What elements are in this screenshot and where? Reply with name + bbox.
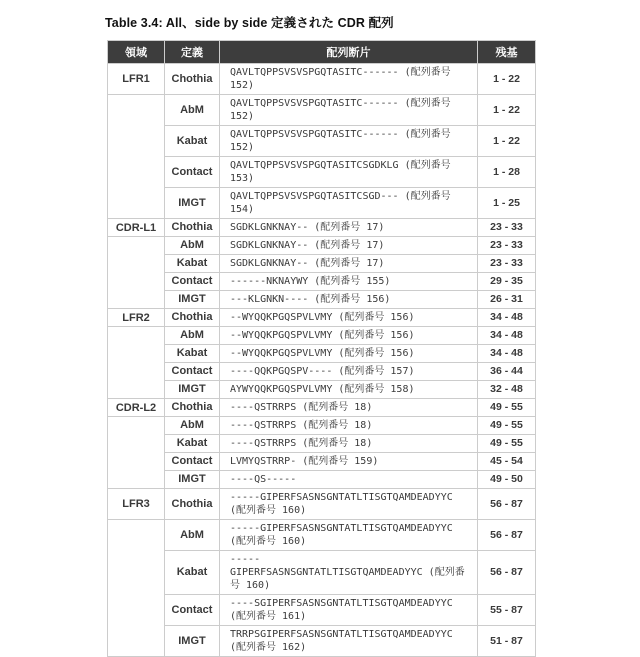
table-row: [108, 188, 536, 219]
table-row: [108, 309, 536, 327]
definition-cell: Chothia: [165, 64, 220, 95]
table-row: [108, 255, 536, 273]
residues-cell: 1 - 22: [478, 64, 536, 95]
table-body: [108, 64, 536, 657]
residues-cell: 1 - 28: [478, 157, 536, 188]
sequence-cell: ----SGIPERFSASNSGNTATLTISGTQAMDEADYYC (配列番号 161): [220, 595, 478, 626]
definition-cell: AbM: [165, 417, 220, 435]
table-row: [108, 435, 536, 453]
table-title: Table 3.4: All、side by side 定義された CDR 配列: [105, 16, 394, 30]
definition-cell: AbM: [165, 95, 220, 126]
sequence-cell: QAVLTQPPSVSVSPGQTASITC------ (配列番号 152): [220, 95, 478, 126]
definition-cell: Kabat: [165, 345, 220, 363]
sequence-cell: ----QS-----: [220, 471, 478, 489]
definition-cell: AbM: [165, 327, 220, 345]
table-row: [108, 219, 536, 237]
table-row: [108, 551, 536, 595]
table-row: [108, 381, 536, 399]
region-spacer-cell: [108, 417, 165, 489]
residues-cell: 23 - 33: [478, 219, 536, 237]
residues-cell: 45 - 54: [478, 453, 536, 471]
sequence-cell: ----QSTRRPS (配列番号 18): [220, 399, 478, 417]
table-row: [108, 471, 536, 489]
sequence-cell: --WYQQKPGQSPVLVMY (配列番号 156): [220, 345, 478, 363]
header-region: 領域: [108, 41, 165, 64]
residues-cell: 56 - 87: [478, 520, 536, 551]
region-cell: CDR-L1: [108, 219, 165, 237]
sequence-cell: LVMYQSTRRP- (配列番号 159): [220, 453, 478, 471]
sequence-cell: SGDKLGNKNAY-- (配列番号 17): [220, 219, 478, 237]
definition-cell: IMGT: [165, 381, 220, 399]
residues-cell: 49 - 55: [478, 435, 536, 453]
definition-cell: Kabat: [165, 255, 220, 273]
residues-cell: 56 - 87: [478, 551, 536, 595]
definition-cell: AbM: [165, 520, 220, 551]
table-row: [108, 417, 536, 435]
definition-cell: Kabat: [165, 126, 220, 157]
definition-cell: IMGT: [165, 626, 220, 657]
sequence-cell: QAVLTQPPSVSVSPGQTASITC------ (配列番号 152): [220, 126, 478, 157]
sequence-cell: ----- GIPERFSASNSGNTATLTISGTQAMDEADYYC (配列番号 160): [220, 551, 478, 595]
residues-cell: 49 - 50: [478, 471, 536, 489]
residues-cell: 26 - 31: [478, 291, 536, 309]
sequence-cell: AYWYQQKPGQSPVLVMY (配列番号 158): [220, 381, 478, 399]
table-row: [108, 595, 536, 626]
definition-cell: Chothia: [165, 219, 220, 237]
table-row: [108, 237, 536, 255]
definition-cell: IMGT: [165, 291, 220, 309]
residues-cell: 55 - 87: [478, 595, 536, 626]
residues-cell: 1 - 25: [478, 188, 536, 219]
table-row: [108, 345, 536, 363]
cdr-definition-table: [107, 40, 536, 657]
table-row: [108, 157, 536, 188]
table-row: [108, 291, 536, 309]
definition-cell: Kabat: [165, 551, 220, 595]
residues-cell: 32 - 48: [478, 381, 536, 399]
sequence-cell: QAVLTQPPSVSVSPGQTASITCSGDKLG (配列番号 153): [220, 157, 478, 188]
table-row: [108, 520, 536, 551]
residues-cell: 23 - 33: [478, 237, 536, 255]
residues-cell: 51 - 87: [478, 626, 536, 657]
residues-cell: 36 - 44: [478, 363, 536, 381]
header-sequence-fragment: 配列断片: [220, 41, 478, 64]
table-row: [108, 363, 536, 381]
sequence-cell: SGDKLGNKNAY-- (配列番号 17): [220, 237, 478, 255]
residues-cell: 34 - 48: [478, 327, 536, 345]
sequence-cell: QAVLTQPPSVSVSPGQTASITC------ (配列番号 152): [220, 64, 478, 95]
table-row: [108, 126, 536, 157]
sequence-cell: --WYQQKPGQSPVLVMY (配列番号 156): [220, 327, 478, 345]
sequence-cell: SGDKLGNKNAY-- (配列番号 17): [220, 255, 478, 273]
table-row: [108, 273, 536, 291]
residues-cell: 34 - 48: [478, 345, 536, 363]
definition-cell: IMGT: [165, 471, 220, 489]
definition-cell: IMGT: [165, 188, 220, 219]
region-cell: LFR3: [108, 489, 165, 520]
header-definition: 定義: [165, 41, 220, 64]
table-row: [108, 64, 536, 95]
definition-cell: Contact: [165, 595, 220, 626]
region-cell: LFR2: [108, 309, 165, 327]
region-spacer-cell: [108, 95, 165, 219]
sequence-cell: TRRPSGIPERFSASNSGNTATLTISGTQAMDEADYYC (配列番号 162): [220, 626, 478, 657]
table-row: [108, 95, 536, 126]
definition-cell: Chothia: [165, 399, 220, 417]
sequence-cell: -----GIPERFSASNSGNTATLTISGTQAMDEADYYC (配列番号 160): [220, 520, 478, 551]
table-header: [108, 41, 536, 64]
definition-cell: Contact: [165, 157, 220, 188]
region-spacer-cell: [108, 237, 165, 309]
sequence-cell: ----QSTRRPS (配列番号 18): [220, 417, 478, 435]
definition-cell: AbM: [165, 237, 220, 255]
header-row: [108, 41, 536, 64]
residues-cell: 49 - 55: [478, 399, 536, 417]
definition-cell: Contact: [165, 453, 220, 471]
residues-cell: 1 - 22: [478, 126, 536, 157]
definition-cell: Chothia: [165, 309, 220, 327]
definition-cell: Contact: [165, 273, 220, 291]
region-cell: CDR-L2: [108, 399, 165, 417]
sequence-cell: ---KLGNKN---- (配列番号 156): [220, 291, 478, 309]
table-row: [108, 327, 536, 345]
table-row: [108, 453, 536, 471]
header-residues: 残基: [478, 41, 536, 64]
region-spacer-cell: [108, 327, 165, 399]
region-spacer-cell: [108, 520, 165, 657]
table-row: [108, 489, 536, 520]
residues-cell: 23 - 33: [478, 255, 536, 273]
sequence-cell: -----GIPERFSASNSGNTATLTISGTQAMDEADYYC (配列番号 160): [220, 489, 478, 520]
residues-cell: 1 - 22: [478, 95, 536, 126]
definition-cell: Contact: [165, 363, 220, 381]
table-row: [108, 399, 536, 417]
residues-cell: 49 - 55: [478, 417, 536, 435]
sequence-cell: ----QSTRRPS (配列番号 18): [220, 435, 478, 453]
definition-cell: Chothia: [165, 489, 220, 520]
sequence-cell: --WYQQKPGQSPVLVMY (配列番号 156): [220, 309, 478, 327]
sequence-cell: ------NKNAYWY (配列番号 155): [220, 273, 478, 291]
region-cell: LFR1: [108, 64, 165, 95]
sequence-cell: ----QQKPGQSPV---- (配列番号 157): [220, 363, 478, 381]
residues-cell: 56 - 87: [478, 489, 536, 520]
sequence-cell: QAVLTQPPSVSVSPGQTASITCSGD--- (配列番号 154): [220, 188, 478, 219]
residues-cell: 34 - 48: [478, 309, 536, 327]
table-row: [108, 626, 536, 657]
residues-cell: 29 - 35: [478, 273, 536, 291]
definition-cell: Kabat: [165, 435, 220, 453]
